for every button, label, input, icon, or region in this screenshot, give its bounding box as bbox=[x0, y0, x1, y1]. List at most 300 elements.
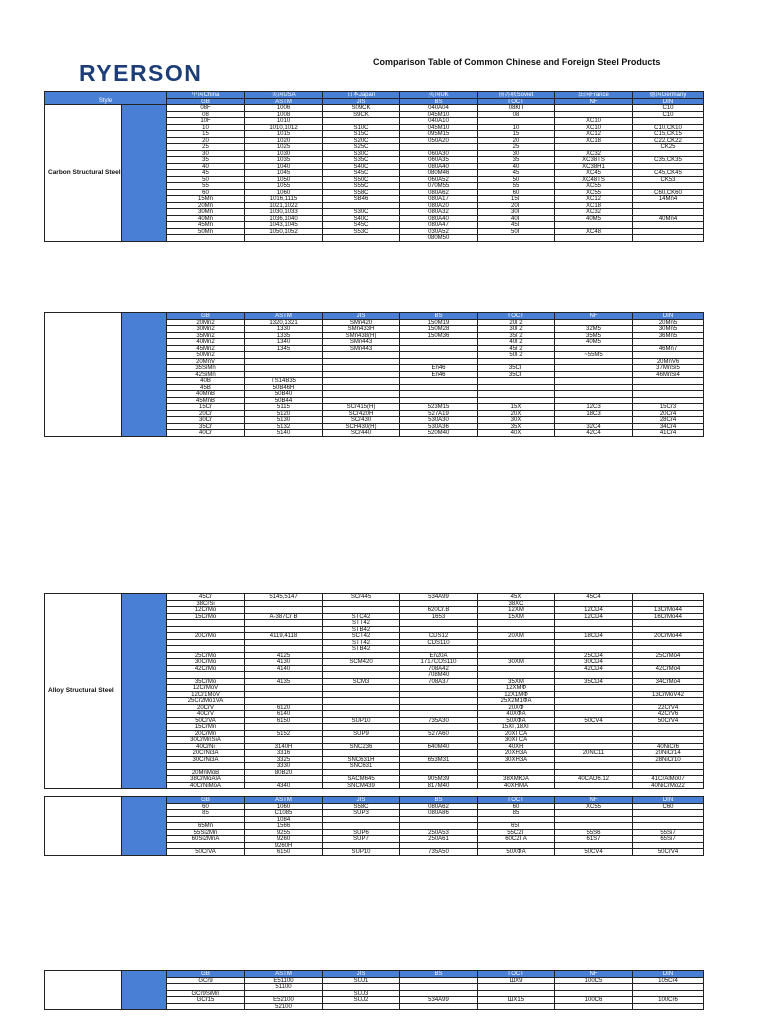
table-cell: 50XФA bbox=[478, 849, 555, 856]
table-cell: 30Mn2 bbox=[167, 326, 245, 333]
table-cell: 4135 bbox=[245, 679, 323, 686]
table-cell: C35,CK35 bbox=[633, 157, 704, 164]
table-cell: SUP3 bbox=[323, 810, 400, 817]
table-cell: XC12 bbox=[555, 131, 633, 138]
table-cell: A-387Cr B bbox=[245, 614, 323, 621]
table-cell: 40M5 bbox=[555, 339, 633, 346]
table-cell: SCr415(H) bbox=[323, 404, 400, 411]
table-cell: 61S7 bbox=[555, 836, 633, 843]
table-cell: 1030,1033 bbox=[245, 209, 323, 216]
spring-steel-table bbox=[44, 796, 704, 856]
table-cell: 45Mn2 bbox=[167, 346, 245, 353]
table-cell: 060A35 bbox=[400, 157, 478, 164]
table-cell: 08F bbox=[167, 105, 245, 112]
table-cell: 527A60 bbox=[400, 731, 478, 738]
table-cell: C60 bbox=[633, 804, 704, 811]
standard-header: JIS bbox=[323, 797, 400, 804]
table-cell: En46 bbox=[400, 372, 478, 379]
table-cell: 50CV4 bbox=[555, 718, 633, 725]
table-cell: 50Г2 bbox=[478, 352, 555, 359]
table-cell: 15CrMo bbox=[167, 614, 245, 621]
side-bar bbox=[122, 105, 167, 242]
table-cell: 45Mn bbox=[167, 222, 245, 229]
table-cell: 25CrMo4 bbox=[633, 653, 704, 660]
table-cell: 60 bbox=[478, 804, 555, 811]
table-cell: 12CD4 bbox=[555, 614, 633, 621]
country-header: 美国USA bbox=[245, 92, 323, 99]
table-cell: En20A bbox=[400, 653, 478, 660]
table-cell: SCH430(H) bbox=[323, 424, 400, 431]
table-cell: GCr15 bbox=[167, 997, 245, 1004]
table-cell: 40NiCrMo22 bbox=[633, 783, 704, 790]
table-cell: 30Mn bbox=[167, 209, 245, 216]
side-bar bbox=[122, 594, 167, 789]
table-cell: 35CD4 bbox=[555, 679, 633, 686]
table-cell: 55C2Г bbox=[478, 830, 555, 837]
table-cell bbox=[400, 1004, 478, 1011]
table-cell: 030A52 bbox=[400, 229, 478, 236]
standard-header: GB bbox=[167, 971, 245, 978]
table-cell: 30XM bbox=[478, 659, 555, 666]
table-cell: 85 bbox=[478, 810, 555, 817]
table-cell: 3316 bbox=[245, 750, 323, 757]
table-cell: 20CrMn bbox=[167, 731, 245, 738]
table-cell: 20CrMo bbox=[167, 633, 245, 640]
table-cell: TS14B35 bbox=[245, 378, 323, 385]
style-header: Style bbox=[45, 92, 167, 105]
table-cell: STC42 bbox=[323, 614, 400, 621]
table-cell: 070M55 bbox=[400, 183, 478, 190]
table-cell: 640M40 bbox=[400, 744, 478, 751]
standard-header: NF bbox=[555, 313, 633, 320]
table-cell: 15 bbox=[478, 131, 555, 138]
table-cell: STB42 bbox=[323, 627, 400, 634]
standard-header: DIN bbox=[633, 99, 704, 106]
table-cell: 1020 bbox=[245, 138, 323, 145]
side-bar bbox=[122, 313, 167, 437]
table-cell: 735A30 bbox=[400, 718, 478, 725]
table-cell: 080M50 bbox=[400, 235, 478, 242]
table-cell: C10 bbox=[633, 112, 704, 119]
table-cell: 40CAD6.12 bbox=[555, 776, 633, 783]
table-cell: S58C bbox=[323, 804, 400, 811]
table-cell: SCr430 bbox=[323, 417, 400, 424]
table-cell: 50 bbox=[478, 177, 555, 184]
table-cell: S45C bbox=[323, 222, 400, 229]
table-cell: CK53 bbox=[633, 177, 704, 184]
table-cell: 653M31 bbox=[400, 757, 478, 764]
table-cell: 34CrMo4 bbox=[633, 679, 704, 686]
table-cell: ШХ15 bbox=[478, 997, 555, 1004]
table-cell: 12CrMoV bbox=[167, 685, 245, 692]
table-cell: 708M40 bbox=[400, 672, 478, 679]
table-cell: 12XMФ bbox=[478, 685, 555, 692]
table-cell: SACM645 bbox=[323, 776, 400, 783]
table-cell: 35CrMo bbox=[167, 679, 245, 686]
table-cell: 36Mn5 bbox=[633, 333, 704, 340]
table-cell: 30X bbox=[478, 417, 555, 424]
table-cell: 9260 bbox=[245, 836, 323, 843]
table-cell: SNCM439 bbox=[323, 783, 400, 790]
table-cell: SCM3 bbox=[323, 679, 400, 686]
table-cell: SMn433H bbox=[323, 326, 400, 333]
table-cell: CDS12 bbox=[400, 633, 478, 640]
table-cell: GCr9SiMn bbox=[167, 991, 245, 998]
table-cell: 52100 bbox=[245, 1004, 323, 1011]
standard-header: BS bbox=[400, 99, 478, 106]
table-cell: 15Mn bbox=[167, 196, 245, 203]
table-cell: SMn420 bbox=[323, 320, 400, 327]
table-cell: S40C bbox=[323, 164, 400, 171]
table-cell: 55Si2Mn bbox=[167, 830, 245, 837]
table-cell: 1040 bbox=[245, 164, 323, 171]
table-cell: 45Cr bbox=[167, 594, 245, 601]
table-cell: 50Mn2 bbox=[167, 352, 245, 359]
table-cell: 40Cr bbox=[167, 430, 245, 437]
table-cell: 20CrMo44 bbox=[633, 633, 704, 640]
side-bar bbox=[122, 797, 167, 856]
table-cell: 080A62 bbox=[400, 804, 478, 811]
table-cell: S15C bbox=[323, 131, 400, 138]
table-cell: C1085 bbox=[245, 810, 323, 817]
table-cell: 40CrNiMoA bbox=[167, 783, 245, 790]
table-cell: 30 bbox=[478, 151, 555, 158]
table-cell: 40XH bbox=[478, 744, 555, 751]
table-cell: XC55 bbox=[555, 190, 633, 197]
section-label bbox=[45, 797, 122, 856]
table-cell: 42CrV6 bbox=[633, 711, 704, 718]
table-cell bbox=[167, 235, 245, 242]
table-cell: 5132 bbox=[245, 424, 323, 431]
table-cell: 60 bbox=[167, 190, 245, 197]
table-cell: 65Г bbox=[478, 823, 555, 830]
table-cell: C15,CK15 bbox=[633, 131, 704, 138]
side-bar bbox=[122, 971, 167, 1010]
table-cell: 20NiCr14 bbox=[633, 750, 704, 757]
table-cell: 1008 bbox=[245, 112, 323, 119]
table-cell: S20C bbox=[323, 138, 400, 145]
table-cell: 41Cr4 bbox=[633, 430, 704, 437]
table-cell: SUJ2 bbox=[323, 997, 400, 1004]
table-cell: 4125 bbox=[245, 653, 323, 660]
table-cell: 40Mn4 bbox=[633, 216, 704, 223]
table-cell: SMn443 bbox=[323, 346, 400, 353]
standard-header: ASTM bbox=[245, 797, 323, 804]
table-cell: 12Cr1MoV bbox=[167, 692, 245, 699]
table-cell: 50B46H bbox=[245, 385, 323, 392]
table-cell: 42SiMn bbox=[167, 372, 245, 379]
table-cell: 28Cr4 bbox=[633, 417, 704, 424]
table-cell: S58C bbox=[323, 190, 400, 197]
table-cell: 25 bbox=[167, 144, 245, 151]
table-cell: 35SiMn bbox=[167, 365, 245, 372]
table-cell: 20MnV6 bbox=[633, 359, 704, 366]
table-cell: 523M15 bbox=[400, 404, 478, 411]
table-cell: STT42 bbox=[323, 640, 400, 647]
table-cell: 15Г bbox=[478, 196, 555, 203]
table-cell: 20Mn bbox=[167, 203, 245, 210]
table-cell: 10 bbox=[478, 125, 555, 132]
table-cell: SCr445 bbox=[323, 594, 400, 601]
table-cell: 30CrMo bbox=[167, 659, 245, 666]
table-cell: 40Г bbox=[478, 216, 555, 223]
table-cell: 1335 bbox=[245, 333, 323, 340]
table-cell: S09CK bbox=[323, 105, 400, 112]
table-cell: 150M28 bbox=[400, 326, 478, 333]
table-cell: 1340 bbox=[245, 339, 323, 346]
table-cell: En46 bbox=[400, 365, 478, 372]
table-cell: 40 bbox=[167, 164, 245, 171]
standard-header: NF bbox=[555, 99, 633, 106]
table-cell: 1345 bbox=[245, 346, 323, 353]
table-cell: 1010,1012 bbox=[245, 125, 323, 132]
alloy-steel-table-part1 bbox=[44, 312, 704, 437]
table-cell: 20 bbox=[478, 138, 555, 145]
table-cell: 55 bbox=[167, 183, 245, 190]
table-cell: 527A19 bbox=[400, 411, 478, 418]
table-cell: SUP10 bbox=[323, 849, 400, 856]
table-cell: XC55 bbox=[555, 804, 633, 811]
standard-header: ASTM bbox=[245, 99, 323, 106]
table-cell: 45B bbox=[167, 385, 245, 392]
table-cell: 6140 bbox=[245, 711, 323, 718]
table-cell: 530A36 bbox=[400, 424, 478, 431]
standard-header: ГОСТ bbox=[478, 971, 555, 978]
table-cell: 20 bbox=[167, 138, 245, 145]
table-cell: 12CrMo bbox=[167, 607, 245, 614]
table-cell: XC10 bbox=[555, 118, 633, 125]
table-cell: 28NiCr10 bbox=[633, 757, 704, 764]
table-cell: SUP7 bbox=[323, 836, 400, 843]
table-cell: 20Г2 bbox=[478, 320, 555, 327]
table-cell: 42C4 bbox=[555, 430, 633, 437]
table-cell: ~55M5 bbox=[555, 352, 633, 359]
table-cell: 520M40 bbox=[400, 430, 478, 437]
standard-header: DIN bbox=[633, 797, 704, 804]
standard-header: JIS bbox=[323, 971, 400, 978]
table-cell: 045M10 bbox=[400, 112, 478, 119]
table-cell: 1060 bbox=[245, 190, 323, 197]
ryerson-logo: RYERSON bbox=[79, 60, 203, 86]
table-cell: 50CrVA bbox=[167, 849, 245, 856]
table-cell: 40XФA bbox=[478, 711, 555, 718]
section-label: Carbon Structural Steel bbox=[45, 105, 122, 242]
table-cell: XC18 bbox=[555, 203, 633, 210]
table-cell: 10 bbox=[167, 125, 245, 132]
table-cell: 20XФ bbox=[478, 705, 555, 712]
table-cell bbox=[555, 235, 633, 242]
table-cell: 5115 bbox=[245, 404, 323, 411]
table-cell: 30 bbox=[167, 151, 245, 158]
table-cell: 60C2ГA bbox=[478, 836, 555, 843]
table-cell: S30C bbox=[323, 209, 400, 216]
table-cell: 35Cr bbox=[167, 424, 245, 431]
standard-header: ASTM bbox=[245, 971, 323, 978]
table-cell: 18CD4 bbox=[555, 633, 633, 640]
country-header: 中国China bbox=[167, 92, 245, 99]
table-cell: S25C bbox=[323, 144, 400, 151]
standard-header: ГОСТ bbox=[478, 797, 555, 804]
table-cell: S45C bbox=[323, 170, 400, 177]
table-cell: 20XH3A bbox=[478, 750, 555, 757]
table-cell: 45X bbox=[478, 594, 555, 601]
table-cell: 38XC bbox=[478, 601, 555, 608]
table-cell: 45 bbox=[167, 170, 245, 177]
table-cell: 40CrNi bbox=[167, 744, 245, 751]
table-cell: 100C5 bbox=[555, 978, 633, 985]
table-cell: SCM420 bbox=[323, 659, 400, 666]
table-cell: 9260H bbox=[245, 843, 323, 850]
table-cell: 735A50 bbox=[400, 849, 478, 856]
table-cell: 40M5 bbox=[555, 216, 633, 223]
table-cell: 13CrMoV42 bbox=[633, 692, 704, 699]
table-cell: 5120 bbox=[245, 411, 323, 418]
table-cell: 20CrNi3A bbox=[167, 750, 245, 757]
table-cell: 1330 bbox=[245, 326, 323, 333]
table-cell: S30C bbox=[323, 151, 400, 158]
table-cell: 5130 bbox=[245, 417, 323, 424]
country-header: 德国Germany bbox=[633, 92, 704, 99]
table-cell: 1043,1045 bbox=[245, 222, 323, 229]
table-cell: 35Mn2 bbox=[167, 333, 245, 340]
table-cell: 5145,5147 bbox=[245, 594, 323, 601]
table-cell: 1010 bbox=[245, 118, 323, 125]
table-cell bbox=[633, 1004, 704, 1011]
table-cell: 35M5 bbox=[555, 333, 633, 340]
table-cell: 55Si7 bbox=[633, 830, 704, 837]
table-cell: 10F bbox=[167, 118, 245, 125]
table-cell: 50XФA bbox=[478, 718, 555, 725]
section-label bbox=[45, 971, 122, 1010]
table-cell: 40Г2 bbox=[478, 339, 555, 346]
table-cell: 15Cr3 bbox=[633, 404, 704, 411]
table-cell: 20MnMoB bbox=[167, 770, 245, 777]
table-cell: 105Cr4 bbox=[633, 978, 704, 985]
country-header: 日本Japan bbox=[323, 92, 400, 99]
table-cell: 20X bbox=[478, 411, 555, 418]
table-cell: 15XM bbox=[478, 614, 555, 621]
table-cell: 60Si2MnA bbox=[167, 836, 245, 843]
table-cell: 55 bbox=[478, 183, 555, 190]
table-cell: S9CK bbox=[323, 112, 400, 119]
table-cell: 45C4 bbox=[555, 594, 633, 601]
table-cell: 50CV4 bbox=[555, 849, 633, 856]
table-cell: 60 bbox=[478, 190, 555, 197]
table-cell: 080A40 bbox=[400, 216, 478, 223]
table-cell: 42CD4 bbox=[555, 666, 633, 673]
table-cell: 1015 bbox=[245, 131, 323, 138]
table-cell: 4340 bbox=[245, 783, 323, 790]
table-cell bbox=[478, 1004, 555, 1011]
table-cell bbox=[555, 1004, 633, 1011]
table-cell: GCr9 bbox=[167, 978, 245, 985]
table-cell: XC38H1 bbox=[555, 164, 633, 171]
table-cell: 095M15 bbox=[400, 131, 478, 138]
table-cell: SUJ1 bbox=[323, 978, 400, 985]
table-cell: 30Mn5 bbox=[633, 326, 704, 333]
table-cell: 25CrMo bbox=[167, 653, 245, 660]
table-cell: 080A62 bbox=[400, 190, 478, 197]
table-cell: 080A20 bbox=[400, 203, 478, 210]
table-cell: XC45 bbox=[555, 170, 633, 177]
table-cell: 15CrMn bbox=[167, 724, 245, 731]
table-cell: 08 bbox=[167, 112, 245, 119]
table-cell: 40B bbox=[167, 378, 245, 385]
table-cell: 30Cr bbox=[167, 417, 245, 424]
alloy-steel-table-part2 bbox=[44, 593, 704, 789]
table-cell: 1025 bbox=[245, 144, 323, 151]
table-cell: 100Cr6 bbox=[633, 997, 704, 1004]
table-cell: 35СГ bbox=[478, 365, 555, 372]
table-cell: 35X bbox=[478, 424, 555, 431]
table-cell: 08 bbox=[478, 112, 555, 119]
table-cell: 4119,4118 bbox=[245, 633, 323, 640]
table-cell: 250A53 bbox=[400, 830, 478, 837]
table-cell: 30CrMnSiA bbox=[167, 737, 245, 744]
table-cell: 15XГ,18XГ bbox=[478, 724, 555, 731]
table-cell: 050A20 bbox=[400, 138, 478, 145]
table-cell: S40C bbox=[323, 216, 400, 223]
standard-header: ASTM bbox=[245, 313, 323, 320]
table-cell: 100C6 bbox=[555, 997, 633, 1004]
table-cell: 20Г bbox=[478, 203, 555, 210]
standard-header: BS bbox=[400, 797, 478, 804]
table-cell: 46MnSi4 bbox=[633, 372, 704, 379]
table-cell bbox=[555, 783, 633, 790]
table-cell: SMn438(H) bbox=[323, 333, 400, 340]
table-cell: 60 bbox=[167, 804, 245, 811]
table-cell: S55C bbox=[323, 183, 400, 190]
table-cell: 9255 bbox=[245, 830, 323, 837]
table-cell: SCr420H bbox=[323, 411, 400, 418]
table-cell: 20Mn5 bbox=[633, 320, 704, 327]
table-cell: 1055 bbox=[245, 183, 323, 190]
table-cell: 20XГCA bbox=[478, 731, 555, 738]
table-cell: XC32 bbox=[555, 151, 633, 158]
standard-header: ГОСТ bbox=[478, 99, 555, 106]
table-cell: 20Mn2 bbox=[167, 320, 245, 327]
table-cell bbox=[323, 1004, 400, 1011]
table-cell: 35 bbox=[167, 157, 245, 164]
table-cell: STT42 bbox=[323, 620, 400, 627]
table-cell: 55S6 bbox=[555, 830, 633, 837]
table-cell: XC38TS bbox=[555, 157, 633, 164]
table-cell: 50CrV4 bbox=[633, 849, 704, 856]
table-cell: 20Cr4 bbox=[633, 411, 704, 418]
table-cell: 905M39 bbox=[400, 776, 478, 783]
table-cell: SUP6 bbox=[323, 830, 400, 837]
table-cell: 51100 bbox=[245, 984, 323, 991]
table-cell: 25CD4 bbox=[555, 653, 633, 660]
table-cell: 1045 bbox=[245, 170, 323, 177]
standard-header: GB bbox=[167, 99, 245, 106]
table-cell: 1060 bbox=[245, 804, 323, 811]
table-cell: 85 bbox=[167, 810, 245, 817]
standard-header: JIS bbox=[323, 99, 400, 106]
table-cell: 12X1MФ bbox=[478, 692, 555, 699]
table-cell: 060A30 bbox=[400, 151, 478, 158]
table-cell: 41CrAlMo07 bbox=[633, 776, 704, 783]
table-cell: 37MnSi5 bbox=[633, 365, 704, 372]
table-cell: 25 bbox=[478, 144, 555, 151]
table-cell: SNC631 bbox=[323, 763, 400, 770]
table-cell: SMn443 bbox=[323, 339, 400, 346]
table-cell: 620Cr.B bbox=[400, 607, 478, 614]
table-cell: XC10 bbox=[555, 125, 633, 132]
table-cell: 708A37 bbox=[400, 679, 478, 686]
table-cell: SCr440 bbox=[323, 430, 400, 437]
table-cell: 20NC11 bbox=[555, 750, 633, 757]
